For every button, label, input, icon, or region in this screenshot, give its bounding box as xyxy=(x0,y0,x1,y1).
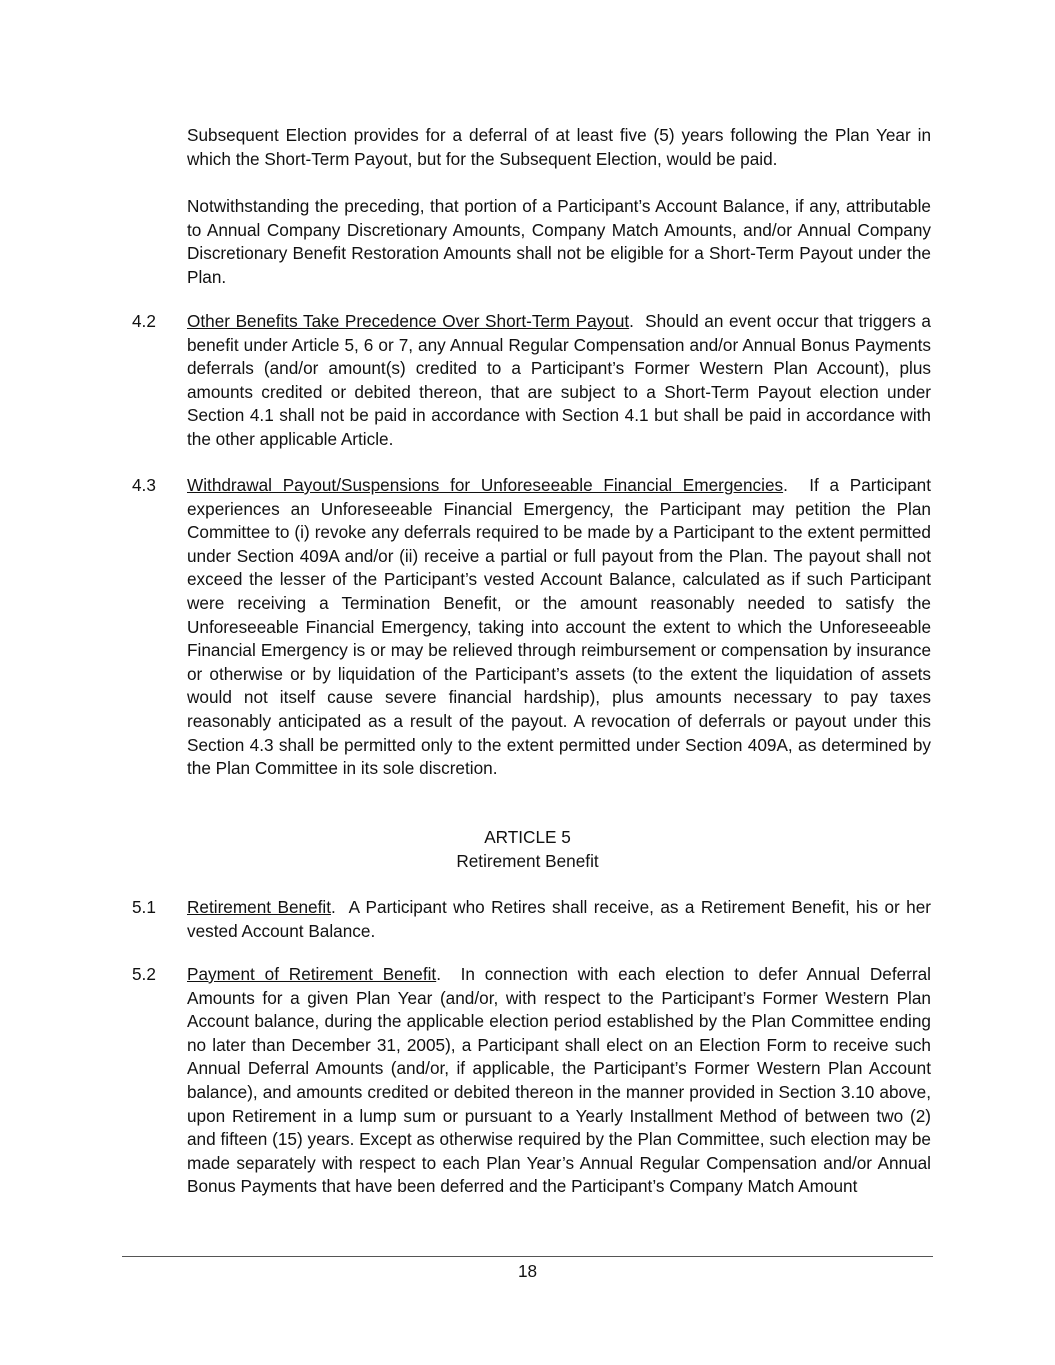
section-heading: Retirement Benefit xyxy=(187,897,331,917)
heading-period: . xyxy=(331,897,336,917)
section-heading: Withdrawal Payout/Suspensions for Unforeseeable Financial Emergencies xyxy=(187,475,784,495)
heading-period: . xyxy=(436,964,441,984)
section-number: 5.2 xyxy=(132,964,156,984)
section-text: Should an event occur that triggers a benefit under Article 5, 6 or 7, any Annual Regular Compensation and/or Annual Bonus Payments deferrals (and/or amount(s) credited to a Participant’s Former Western Plan Account), plus amounts credited or debited thereon, that are subject to a Short-Term Payout election under Section 4.1 shall not be paid in accordance with Section 4.1 but shall be paid in accordance with the other applicable Article. xyxy=(187,311,931,449)
section-heading: Payment of Retirement Benefit xyxy=(187,964,437,984)
intro-paragraph-continued: Subsequent Election provides for a deferral of at least five (5) years following the Plan Year in which the Short-Term Payout, but for the Subsequent Election, would be paid. xyxy=(187,125,931,169)
heading-period: . xyxy=(783,475,788,495)
heading-period: . xyxy=(629,311,634,331)
section-text: A Participant who Retires shall receive, as a Retirement Benefit, his or her vested Account Balance. xyxy=(187,897,932,941)
section-body xyxy=(187,310,931,452)
section-text: If a Participant experiences an Unforeseeable Financial Emergency, the Participant may petition the Plan Committee to (i) revoke any deferrals required to be made by a Participant to the extent permitted under Section 409A and/or (ii) receive a partial or full payout from the Plan. The payout shall not exceed the lesser of the Participant’s vested Account Balance, calculated as if such Participant were receiving a Termination Benefit, or the amount reasonably needed to satisfy the Unforeseeable Financial Emergency, taking into account the extent to which the Unforeseeable Financial Emergency is or may be relieved through reimbursement or compensation by insurance or otherwise or by liquidation of the Participant’s assets (to the extent the liquidation of assets would not itself cause severe financial hardship), plus amounts necessary to pay taxes reasonably anticipated as a result of the payout. A revocation of deferrals or payout under this Section 4.3 shall be permitted only to the extent permitted under Section 409A, as determined by the Plan Committee in its sole discretion. xyxy=(187,475,931,779)
section-heading: Other Benefits Take Precedence Over Short-Term Payout xyxy=(187,311,630,331)
article-label: ARTICLE 5 xyxy=(484,827,571,847)
section-body xyxy=(187,896,931,943)
section-number: 5.1 xyxy=(132,897,156,917)
page-number: 18 xyxy=(517,1261,538,1281)
section-text: In connection with each election to defer Annual Deferral Amounts for a given Plan Year (and/or, with respect to the Participant’s Former Western Plan Account balance, during the applicable election period established by the Plan Committee ending no later than December 31, 2005), a Participant shall elect on an Election Form to receive such Annual Deferral Amounts (and/or, if applicable, the Participant’s Former Western Plan Account balance), and amounts credited or debited thereon in the manner provided in Section 3.10 above, upon Retirement in a lump sum or pursuant to a Yearly Installment Method of between two (2) and fifteen (15) years. Except as otherwise required by the Plan Committee, such election may be made separately with respect to each Plan Year’s Annual Regular Compensation and/or Annual Bonus Payments that have been deferred and the Participant’s Company Match Amount xyxy=(187,964,931,1197)
section-number: 4.2 xyxy=(132,311,156,331)
section-number: 4.3 xyxy=(132,475,156,495)
section-body xyxy=(187,474,931,781)
footer-divider xyxy=(122,1256,933,1257)
section-body xyxy=(187,963,931,1199)
intro-paragraph-notwithstanding: Notwithstanding the preceding, that portion of a Participant’s Account Balance, if any, attributable to Annual Company Discretionary Amounts, Company Match Amounts, and/or Annual Company Discretionary Benefit Restoration Amounts shall not be eligible for a Short-Term Payout under the Plan. xyxy=(187,196,931,287)
article-title: Retirement Benefit xyxy=(456,851,599,871)
